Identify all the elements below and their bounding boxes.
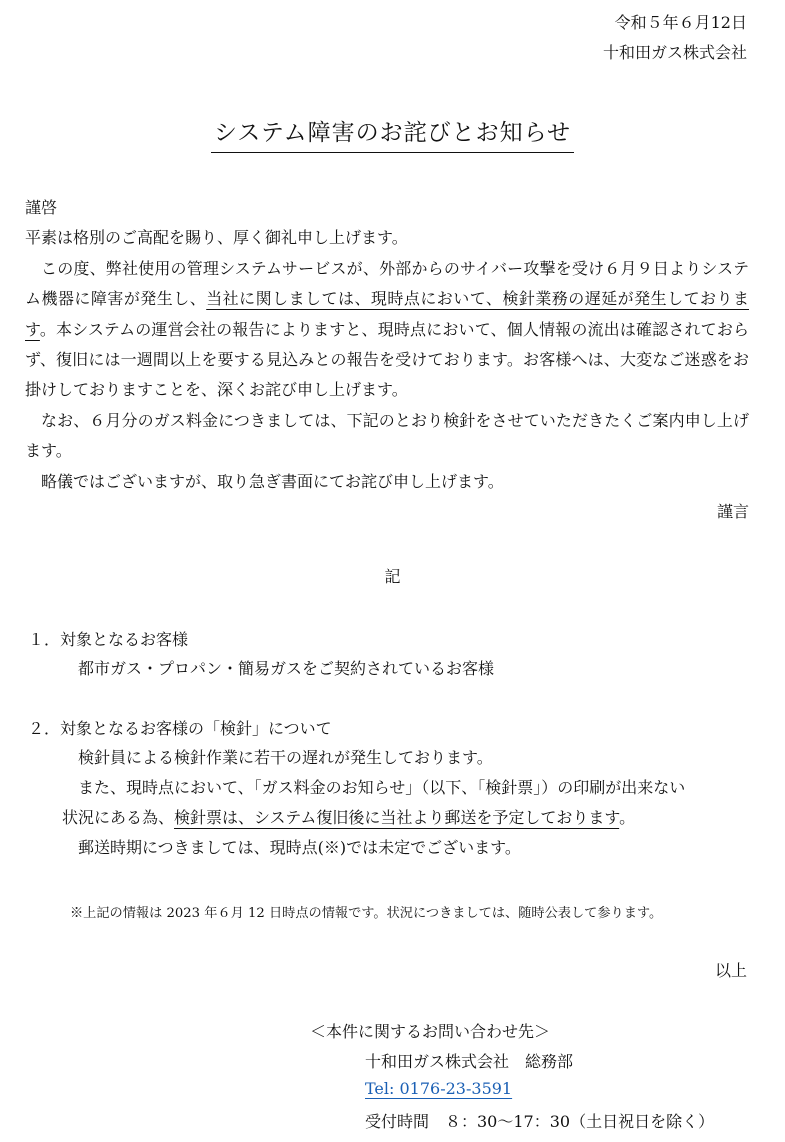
paragraph-incident-part-b: 。本システムの運営会社の報告によりますと、現時点において、個人情報の流出は確認されておらず、復旧には一週間以上を要する見込みとの報告を受けております。お客様へは、大変なご迷惑をお掛けしておりますことを、深くお詫び申し上げます。 [25,319,749,400]
item-2-line-3-part-b: 。 [619,808,636,827]
underlined-mailing-notice: 検針票は、システム復旧後に当社より郵送を予定しております [174,808,620,827]
item-1-heading: １．対象となるお客様 [28,630,189,649]
item-2-line-4: 郵送時期につきましては、現時点(※)では未定でございます。 [78,838,521,857]
contact-phone-link[interactable]: Tel: 0176-23-3591 [365,1079,513,1098]
footnote: ※上記の情報は 2023 年６月 12 日時点の情報です。状況につきましては、随時公表して参ります。 [70,906,663,921]
item-1-text: 都市ガス・プロパン・簡易ガスをご契約されているお客様 [78,659,495,678]
paragraph-incident-part-a: この度、弊社使用の管理システムサービスが、外部からのサイバー攻撃を受け６月９日よりシステム機器に障害が発生し、 [25,258,749,309]
contact-hours: 受付時間 ８：30～17：30（土日祝日を除く） [365,1112,715,1131]
closing-ijou: 以上 [714,961,747,980]
item-2-line-3 [62,805,635,828]
paragraph-apology: 略儀ではございますが、取り急ぎ書面にてお詫び申し上げます。 [41,471,504,491]
letter-body [25,193,749,527]
ki-heading: 記 [384,567,401,586]
document-title-text: システム障害のお詫びとお知らせ [211,120,574,153]
closing-kingen: 謹言 [716,502,749,522]
item-2-line-3-part-a: 状況にある為、 [62,808,175,827]
underlined-delay-notice: 当社に関しましては、現時点において、検針業務の遅延が発生しております [25,289,749,339]
document-title [0,114,785,147]
greeting: 平素は格別のご高配を賜り、厚く御礼申し上げます。 [25,228,408,248]
item-2-line-2: また、現時点において、「ガス料金のお知らせ」（以下、「検針票」）の印刷が出来ない [78,778,686,797]
contact-organization: 十和田ガス株式会社 総務部 [365,1052,574,1071]
contact-heading: ＜本件に関するお問い合わせ先＞ [310,1022,551,1041]
item-2-heading: ２．対象となるお客様の「検針」について [28,719,332,738]
salutation: 謹啓 [25,198,58,217]
item-2-line-1: 検針員による検針作業に若干の遅れが発生しております。 [78,748,493,767]
paragraph-billing: なお、６月分のガス料金につきましては、下記のとおり検針をさせていただきたくご案内申し上げます。 [25,410,749,461]
paragraph-incident [25,254,749,406]
issuer-company: 十和田ガス株式会社 [602,43,747,62]
document-date: 令和５年６月12日 [614,13,747,32]
